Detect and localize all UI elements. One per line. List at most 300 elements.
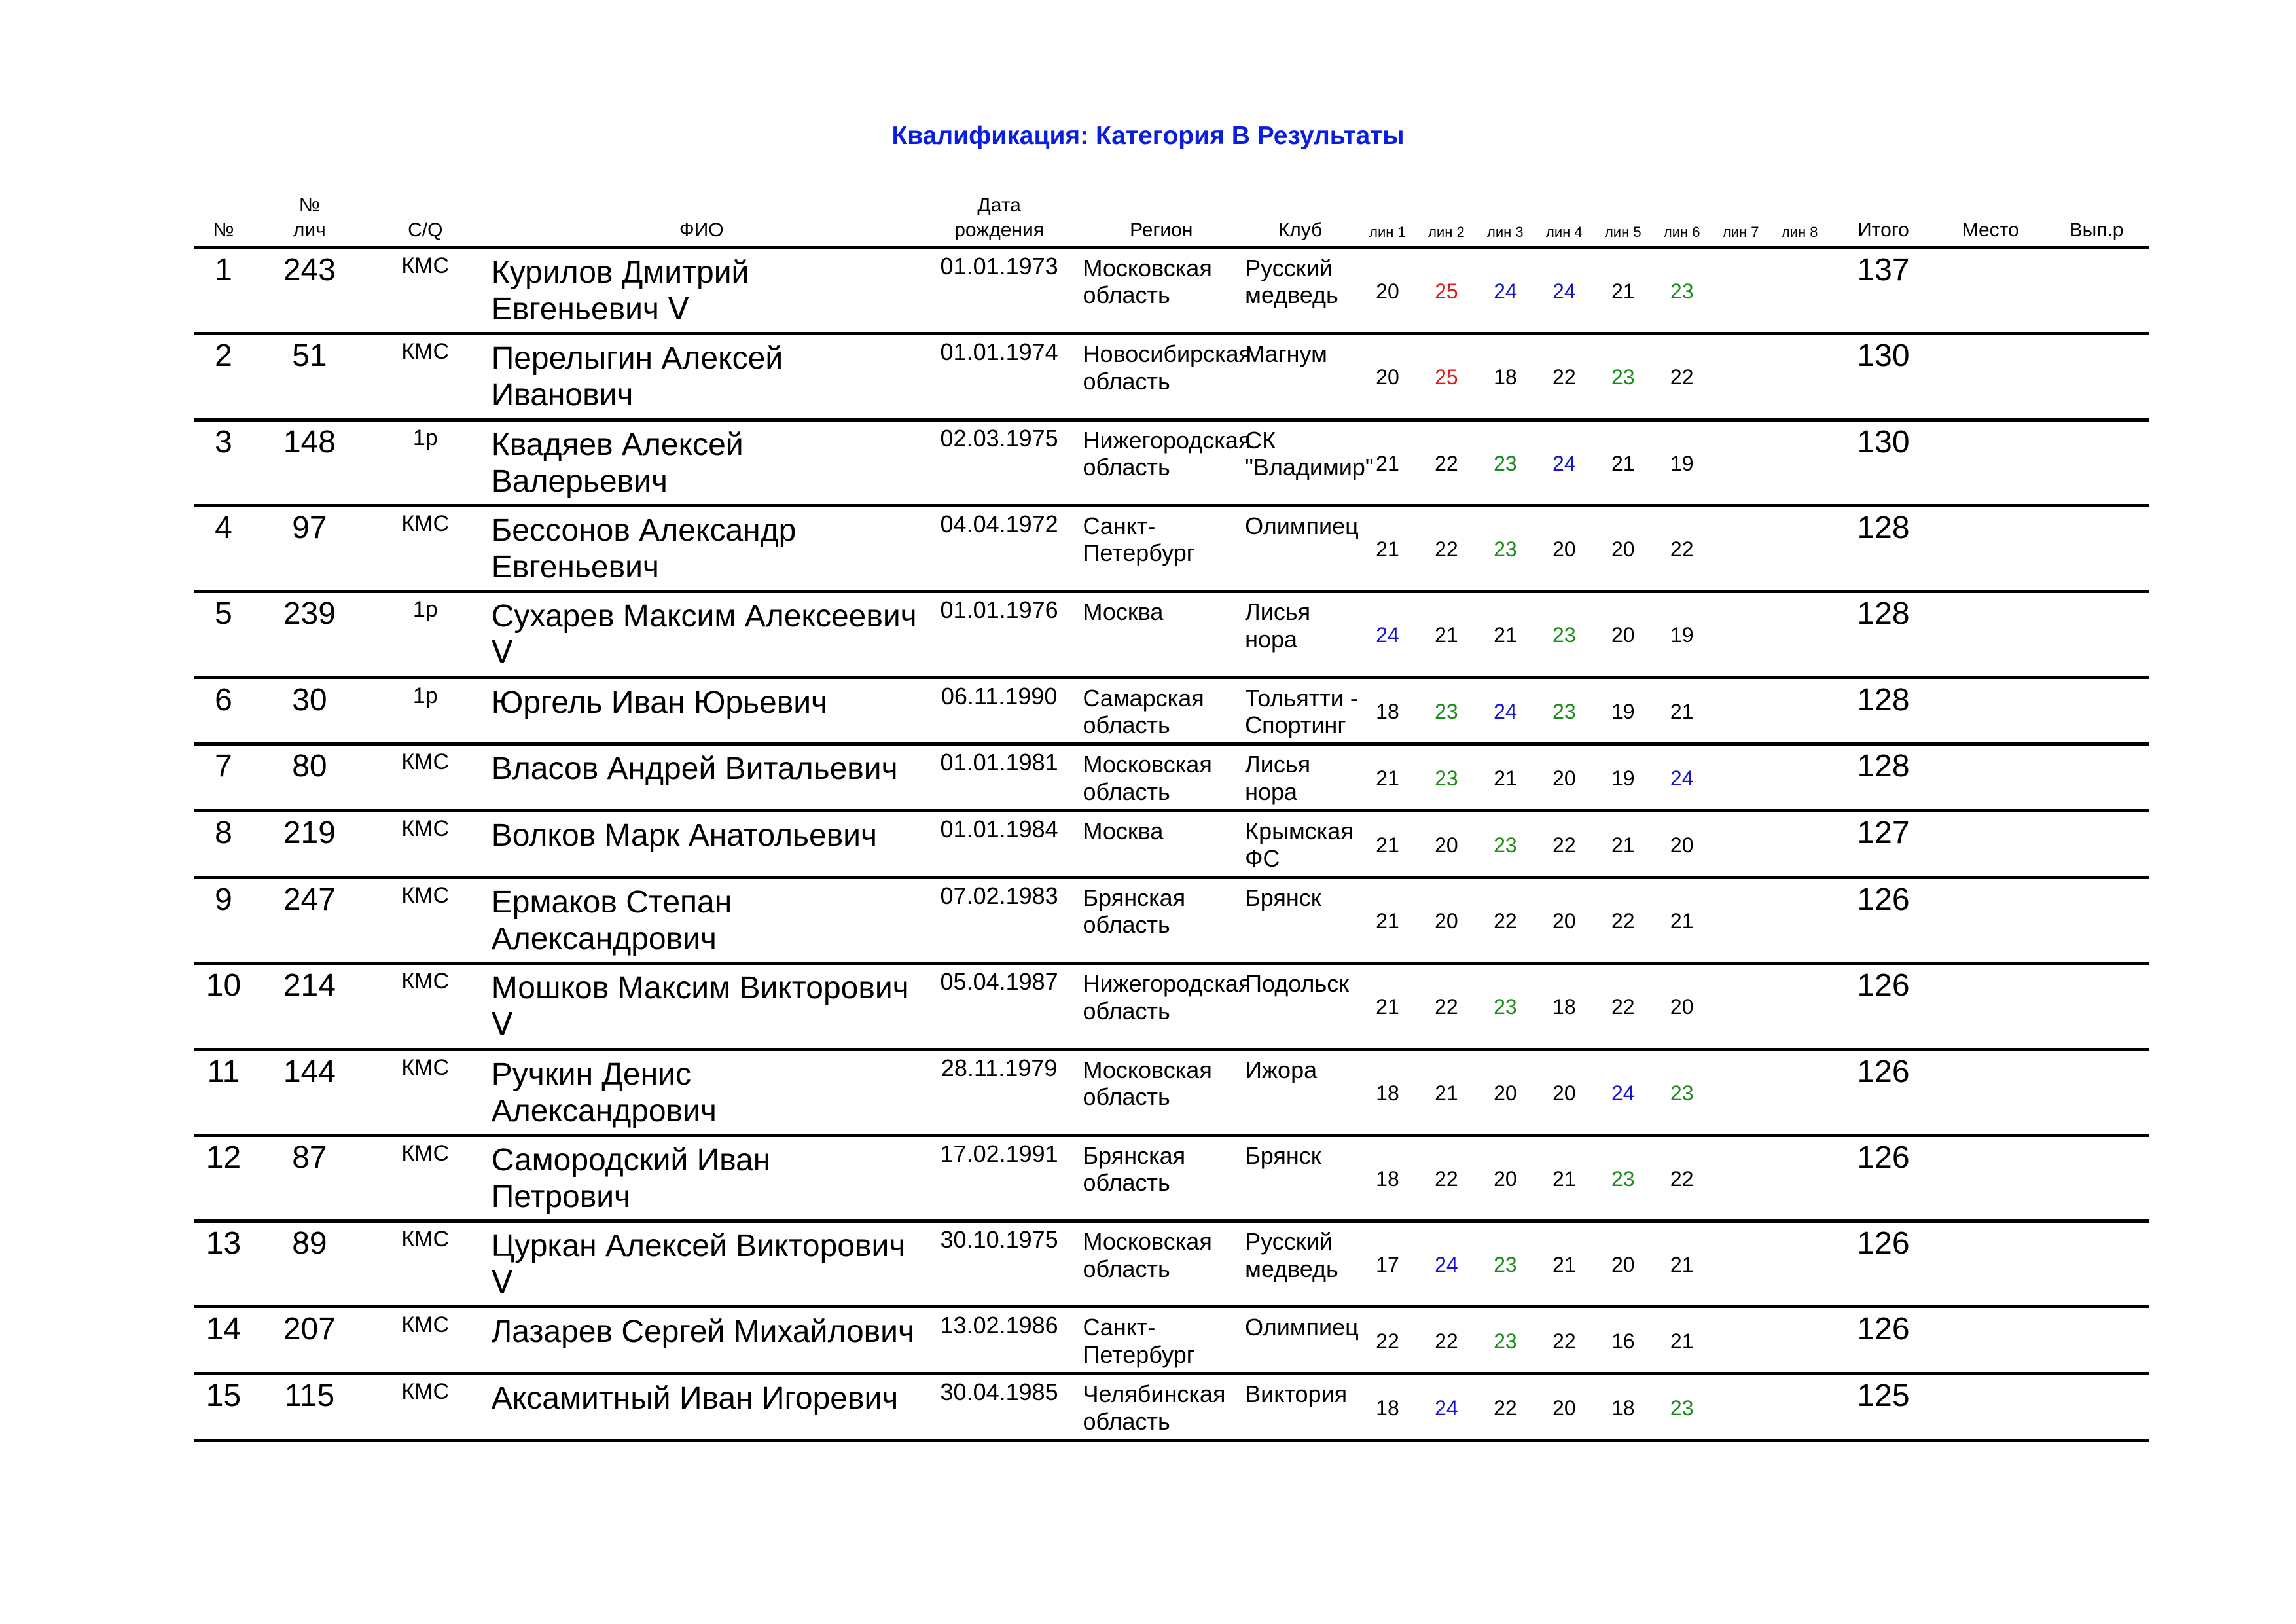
line-8-score (1770, 1374, 1829, 1441)
line-4-score: 22 (1535, 811, 1594, 878)
place (1937, 964, 2043, 1049)
athlete-name: Сухарев Максим Алексеевич ᐯ (485, 592, 918, 677)
line-7-score (1712, 877, 1770, 963)
table-row (194, 1374, 2149, 1441)
line-2-score: 22 (1417, 420, 1476, 505)
athlete-name: Мошков Максим Викторович ᐯ (485, 964, 918, 1049)
line-1-score: 18 (1358, 1135, 1417, 1221)
results-body (194, 248, 2149, 1441)
birth-date: 01.01.1976 (918, 592, 1081, 677)
header-dob (918, 193, 1081, 248)
region: Самарская область (1080, 677, 1242, 744)
line-5-score: 22 (1594, 964, 1653, 1049)
header-vyp: Вып.р (2043, 193, 2149, 248)
line-6-score: 21 (1653, 877, 1712, 963)
table-row (194, 964, 2149, 1049)
personal-number: 148 (253, 420, 366, 505)
line-7-score (1712, 1221, 1770, 1307)
page-title: Квалификация: Категория В Результаты (891, 122, 1405, 150)
place (1937, 505, 2043, 591)
table-row (194, 1135, 2149, 1221)
total-score: 128 (1829, 677, 1938, 744)
personal-number: 144 (253, 1049, 366, 1135)
total-score: 128 (1829, 592, 1938, 677)
line-8-score (1770, 334, 1829, 420)
header-club: Клуб (1242, 193, 1358, 248)
vyp (2043, 677, 2149, 744)
club: Лисья нора (1242, 592, 1358, 677)
personal-number: 97 (253, 505, 366, 591)
place (1937, 592, 2043, 677)
club: Магнум (1242, 334, 1358, 420)
line-4-score: 20 (1535, 1374, 1594, 1441)
place (1937, 334, 2043, 420)
header-pers (253, 193, 366, 248)
line-4-score: 21 (1535, 1221, 1594, 1307)
row-number: 12 (194, 1135, 253, 1221)
club: СК "Владимир" (1242, 420, 1358, 505)
region: Московская область (1080, 1049, 1242, 1135)
club: Виктория (1242, 1374, 1358, 1441)
header-line-1: лин 1 (1358, 193, 1417, 248)
athlete-name: Курилов Дмитрий Евгеньевич ᐯ (485, 248, 918, 334)
line-8-score (1770, 420, 1829, 505)
place (1937, 1221, 2043, 1307)
club: Брянск (1242, 1135, 1358, 1221)
place (1937, 744, 2043, 811)
row-number: 9 (194, 877, 253, 963)
athlete-name: Юргель Иван Юрьевич (485, 677, 918, 744)
line-1-score: 18 (1358, 1049, 1417, 1135)
line-5-score: 24 (1594, 1049, 1653, 1135)
athlete-name: Квадяев Алексей Валерьевич (485, 420, 918, 505)
vyp (2043, 811, 2149, 878)
rank: КМС (366, 811, 485, 878)
place (1937, 1049, 2043, 1135)
region: Санкт-Петербург (1080, 505, 1242, 591)
birth-date: 06.11.1990 (918, 677, 1081, 744)
table-row (194, 1307, 2149, 1374)
line-7-score (1712, 1307, 1770, 1374)
header-line-2: лин 2 (1417, 193, 1476, 248)
header-no: № (194, 193, 253, 248)
line-8-score (1770, 1307, 1829, 1374)
total-score: 126 (1829, 964, 1938, 1049)
club: Крымская ФС (1242, 811, 1358, 878)
row-number: 10 (194, 964, 253, 1049)
birth-date: 04.04.1972 (918, 505, 1081, 591)
line-4-score: 22 (1535, 334, 1594, 420)
header-fio: ФИО (485, 193, 918, 248)
birth-date: 07.02.1983 (918, 877, 1081, 963)
line-3-score: 20 (1476, 1049, 1535, 1135)
vyp (2043, 1049, 2149, 1135)
line-4-score: 20 (1535, 744, 1594, 811)
athlete-name: Перелыгин Алексей Иванович (485, 334, 918, 420)
total-score: 126 (1829, 1049, 1938, 1135)
vyp (2043, 1221, 2149, 1307)
athlete-name: Волков Марк Анатольевич (485, 811, 918, 878)
line-6-score: 24 (1653, 744, 1712, 811)
line-6-score: 22 (1653, 505, 1712, 591)
rank: КМС (366, 964, 485, 1049)
vyp (2043, 877, 2149, 963)
line-5-score: 22 (1594, 877, 1653, 963)
region: Челябинская область (1080, 1374, 1242, 1441)
line-8-score (1770, 1135, 1829, 1221)
line-7-score (1712, 677, 1770, 744)
line-3-score: 23 (1476, 420, 1535, 505)
line-1-score: 21 (1358, 877, 1417, 963)
table-row (194, 677, 2149, 744)
table-row (194, 334, 2149, 420)
line-7-score (1712, 1135, 1770, 1221)
line-2-score: 21 (1417, 592, 1476, 677)
row-number: 3 (194, 420, 253, 505)
line-1-score: 20 (1358, 334, 1417, 420)
header-dob-top: Дата (977, 194, 1021, 216)
line-1-score: 18 (1358, 677, 1417, 744)
total-score: 125 (1829, 1374, 1938, 1441)
line-8-score (1770, 744, 1829, 811)
birth-date: 30.10.1975 (918, 1221, 1081, 1307)
personal-number: 30 (253, 677, 366, 744)
line-6-score: 21 (1653, 1221, 1712, 1307)
vyp (2043, 744, 2149, 811)
line-2-score: 22 (1417, 1135, 1476, 1221)
personal-number: 239 (253, 592, 366, 677)
line-4-score: 24 (1535, 420, 1594, 505)
line-6-score: 23 (1653, 1374, 1712, 1441)
table-row (194, 1049, 2149, 1135)
line-3-score: 24 (1476, 248, 1535, 334)
line-5-score: 20 (1594, 505, 1653, 591)
line-4-score: 20 (1535, 1049, 1594, 1135)
line-3-score: 23 (1476, 964, 1535, 1049)
row-number: 13 (194, 1221, 253, 1307)
athlete-name: Власов Андрей Витальевич (485, 744, 918, 811)
athlete-name: Самородский Иван Петрович (485, 1135, 918, 1221)
line-2-score: 22 (1417, 505, 1476, 591)
birth-date: 13.02.1986 (918, 1307, 1081, 1374)
line-7-score (1712, 744, 1770, 811)
line-1-score: 17 (1358, 1221, 1417, 1307)
line-3-score: 23 (1476, 1307, 1535, 1374)
birth-date: 01.01.1973 (918, 248, 1081, 334)
header-total: Итого (1829, 193, 1938, 248)
line-2-score: 23 (1417, 744, 1476, 811)
vyp (2043, 505, 2149, 591)
personal-number: 87 (253, 1135, 366, 1221)
place (1937, 811, 2043, 878)
club: Русский медведь (1242, 1221, 1358, 1307)
vyp (2043, 420, 2149, 505)
rank: КМС (366, 505, 485, 591)
region: Московская область (1080, 744, 1242, 811)
region: Нижегородская область (1080, 964, 1242, 1049)
line-5-score: 16 (1594, 1307, 1653, 1374)
birth-date: 28.11.1979 (918, 1049, 1081, 1135)
line-5-score: 20 (1594, 1221, 1653, 1307)
athlete-name: Аксамитный Иван Игоревич (485, 1374, 918, 1441)
header-dob-bottom: рождения (954, 219, 1045, 241)
line-2-score: 25 (1417, 334, 1476, 420)
rank: 1р (366, 677, 485, 744)
athlete-name: Цуркан Алексей Викторович ᐯ (485, 1221, 918, 1307)
line-3-score: 22 (1476, 1374, 1535, 1441)
athlete-name: Ермаков Степан Александрович (485, 877, 918, 963)
total-score: 130 (1829, 334, 1938, 420)
club: Лисья нора (1242, 744, 1358, 811)
table-row (194, 592, 2149, 677)
line-8-score (1770, 1221, 1829, 1307)
club: Ижора (1242, 1049, 1358, 1135)
header-line-8: лин 8 (1770, 193, 1829, 248)
total-score: 137 (1829, 248, 1938, 334)
line-8-score (1770, 877, 1829, 963)
line-3-score: 21 (1476, 592, 1535, 677)
place (1937, 1307, 2043, 1374)
birth-date: 01.01.1984 (918, 811, 1081, 878)
line-5-score: 21 (1594, 811, 1653, 878)
line-4-score: 22 (1535, 1307, 1594, 1374)
personal-number: 247 (253, 877, 366, 963)
line-4-score: 21 (1535, 1135, 1594, 1221)
row-number: 6 (194, 677, 253, 744)
line-1-score: 21 (1358, 964, 1417, 1049)
row-number: 7 (194, 744, 253, 811)
line-7-score (1712, 248, 1770, 334)
line-8-score (1770, 1049, 1829, 1135)
line-5-score: 21 (1594, 248, 1653, 334)
row-number: 2 (194, 334, 253, 420)
birth-date: 02.03.1975 (918, 420, 1081, 505)
line-5-score: 21 (1594, 420, 1653, 505)
line-7-score (1712, 811, 1770, 878)
line-7-score (1712, 334, 1770, 420)
vyp (2043, 248, 2149, 334)
line-7-score (1712, 1049, 1770, 1135)
line-1-score: 22 (1358, 1307, 1417, 1374)
header-pers-top: № (298, 194, 320, 216)
line-2-score: 21 (1417, 1049, 1476, 1135)
athlete-name: Лазарев Сергей Михайлович (485, 1307, 918, 1374)
place (1937, 248, 2043, 334)
vyp (2043, 592, 2149, 677)
header-row (194, 193, 2149, 248)
total-score: 126 (1829, 1307, 1938, 1374)
line-4-score: 23 (1535, 677, 1594, 744)
vyp (2043, 964, 2149, 1049)
total-score: 126 (1829, 1221, 1938, 1307)
rank: КМС (366, 744, 485, 811)
region: Московская область (1080, 1221, 1242, 1307)
line-1-score: 21 (1358, 420, 1417, 505)
line-8-score (1770, 964, 1829, 1049)
row-number: 15 (194, 1374, 253, 1441)
line-5-score: 23 (1594, 334, 1653, 420)
vyp (2043, 334, 2149, 420)
line-1-score: 21 (1358, 744, 1417, 811)
line-6-score: 23 (1653, 1049, 1712, 1135)
rank: КМС (366, 1374, 485, 1441)
line-5-score: 19 (1594, 677, 1653, 744)
line-4-score: 23 (1535, 592, 1594, 677)
line-8-score (1770, 248, 1829, 334)
table-row (194, 505, 2149, 591)
line-1-score: 21 (1358, 811, 1417, 878)
line-8-score (1770, 677, 1829, 744)
region: Нижегородская область (1080, 420, 1242, 505)
line-2-score: 20 (1417, 811, 1476, 878)
line-3-score: 23 (1476, 1221, 1535, 1307)
place (1937, 1135, 2043, 1221)
line-2-score: 20 (1417, 877, 1476, 963)
line-6-score: 20 (1653, 964, 1712, 1049)
club: Подольск (1242, 964, 1358, 1049)
club: Брянск (1242, 877, 1358, 963)
line-1-score: 20 (1358, 248, 1417, 334)
rank: КМС (366, 1221, 485, 1307)
line-6-score: 20 (1653, 811, 1712, 878)
vyp (2043, 1307, 2149, 1374)
row-number: 5 (194, 592, 253, 677)
header-line-7: лин 7 (1712, 193, 1770, 248)
total-score: 126 (1829, 877, 1938, 963)
header-cq: C/Q (366, 193, 485, 248)
table-row (194, 877, 2149, 963)
rank: КМС (366, 877, 485, 963)
personal-number: 214 (253, 964, 366, 1049)
row-number: 1 (194, 248, 253, 334)
birth-date: 30.04.1985 (918, 1374, 1081, 1441)
club: Тольятти - Спортинг (1242, 677, 1358, 744)
birth-date: 17.02.1991 (918, 1135, 1081, 1221)
line-7-score (1712, 964, 1770, 1049)
line-6-score: 22 (1653, 334, 1712, 420)
line-2-score: 25 (1417, 248, 1476, 334)
line-7-score (1712, 420, 1770, 505)
birth-date: 01.01.1974 (918, 334, 1081, 420)
header-line-4: лин 4 (1535, 193, 1594, 248)
personal-number: 243 (253, 248, 366, 334)
total-score: 130 (1829, 420, 1938, 505)
line-1-score: 21 (1358, 505, 1417, 591)
line-5-score: 20 (1594, 592, 1653, 677)
rank: КМС (366, 1307, 485, 1374)
rank: 1р (366, 420, 485, 505)
personal-number: 115 (253, 1374, 366, 1441)
region: Брянская область (1080, 877, 1242, 963)
personal-number: 207 (253, 1307, 366, 1374)
line-4-score: 20 (1535, 877, 1594, 963)
line-8-score (1770, 811, 1829, 878)
line-3-score: 23 (1476, 811, 1535, 878)
club: Олимпиец (1242, 505, 1358, 591)
table-row (194, 1221, 2149, 1307)
line-4-score: 24 (1535, 248, 1594, 334)
personal-number: 219 (253, 811, 366, 878)
line-2-score: 24 (1417, 1221, 1476, 1307)
line-6-score: 23 (1653, 248, 1712, 334)
club: Русский медведь (1242, 248, 1358, 334)
results-table (194, 193, 2149, 1442)
place (1937, 420, 2043, 505)
table-row (194, 420, 2149, 505)
line-4-score: 20 (1535, 505, 1594, 591)
row-number: 11 (194, 1049, 253, 1135)
table-row (194, 248, 2149, 334)
personal-number: 89 (253, 1221, 366, 1307)
line-3-score: 18 (1476, 334, 1535, 420)
place (1937, 1374, 2043, 1441)
place (1937, 677, 2043, 744)
line-2-score: 23 (1417, 677, 1476, 744)
athlete-name: Ручкин Денис Александрович (485, 1049, 918, 1135)
line-1-score: 24 (1358, 592, 1417, 677)
vyp (2043, 1135, 2149, 1221)
rank: КМС (366, 1049, 485, 1135)
line-2-score: 24 (1417, 1374, 1476, 1441)
region: Новосибирская область (1080, 334, 1242, 420)
personal-number: 51 (253, 334, 366, 420)
total-score: 128 (1829, 505, 1938, 591)
line-4-score: 18 (1535, 964, 1594, 1049)
rank: 1р (366, 592, 485, 677)
rank: КМС (366, 248, 485, 334)
line-5-score: 23 (1594, 1135, 1653, 1221)
region: Санкт-Петербург (1080, 1307, 1242, 1374)
line-7-score (1712, 505, 1770, 591)
header-place: Место (1937, 193, 2043, 248)
region: Московская область (1080, 248, 1242, 334)
line-7-score (1712, 1374, 1770, 1441)
line-3-score: 22 (1476, 877, 1535, 963)
line-2-score: 22 (1417, 1307, 1476, 1374)
table-row (194, 811, 2149, 878)
region: Москва (1080, 592, 1242, 677)
rank: КМС (366, 334, 485, 420)
header-line-5: лин 5 (1594, 193, 1653, 248)
line-6-score: 19 (1653, 592, 1712, 677)
birth-date: 05.04.1987 (918, 964, 1081, 1049)
line-3-score: 24 (1476, 677, 1535, 744)
place (1937, 877, 2043, 963)
line-6-score: 21 (1653, 677, 1712, 744)
vyp (2043, 1374, 2149, 1441)
table-row (194, 744, 2149, 811)
line-6-score: 19 (1653, 420, 1712, 505)
total-score: 128 (1829, 744, 1938, 811)
region: Москва (1080, 811, 1242, 878)
total-score: 126 (1829, 1135, 1938, 1221)
rank: КМС (366, 1135, 485, 1221)
personal-number: 80 (253, 744, 366, 811)
row-number: 8 (194, 811, 253, 878)
header-pers-bottom: лич (293, 219, 326, 241)
line-8-score (1770, 592, 1829, 677)
athlete-name: Бессонов Александр Евгеньевич (485, 505, 918, 591)
club: Олимпиец (1242, 1307, 1358, 1374)
header-region: Регион (1080, 193, 1242, 248)
line-7-score (1712, 592, 1770, 677)
line-2-score: 22 (1417, 964, 1476, 1049)
header-line-3: лин 3 (1476, 193, 1535, 248)
line-6-score: 22 (1653, 1135, 1712, 1221)
line-3-score: 23 (1476, 505, 1535, 591)
line-8-score (1770, 505, 1829, 591)
line-5-score: 19 (1594, 744, 1653, 811)
